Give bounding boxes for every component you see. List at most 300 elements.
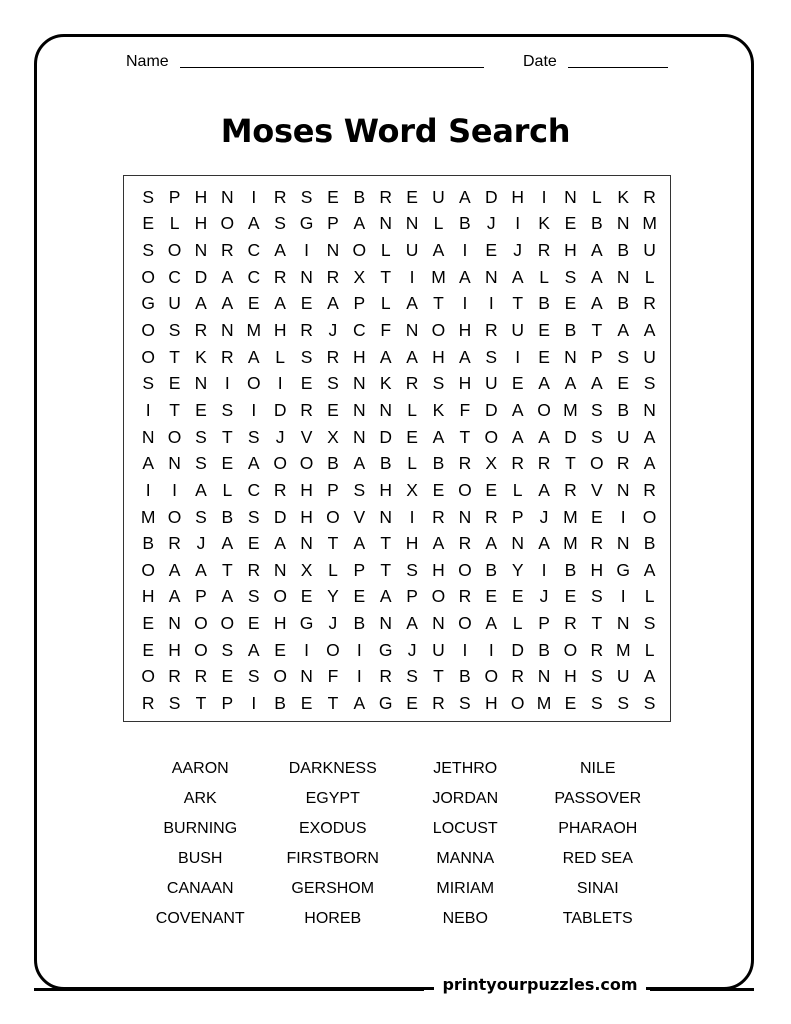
grid-cell[interactable]: A xyxy=(353,533,366,554)
grid-cell[interactable]: B xyxy=(327,453,339,474)
grid-cell[interactable]: S xyxy=(564,266,577,287)
grid-cell[interactable]: A xyxy=(168,586,181,607)
grid-cell[interactable]: L xyxy=(380,240,391,261)
grid-cell[interactable]: E xyxy=(327,399,339,420)
grid-cell[interactable]: N xyxy=(484,266,498,287)
grid-cell[interactable]: N xyxy=(379,399,393,420)
grid-cell[interactable]: O xyxy=(167,506,182,527)
grid-cell[interactable]: K xyxy=(195,346,207,367)
grid-cell[interactable]: E xyxy=(485,240,498,261)
grid-cell[interactable]: R xyxy=(221,240,234,261)
grid-cell[interactable]: T xyxy=(169,346,180,367)
grid-cell[interactable]: O xyxy=(458,613,472,634)
grid-cell[interactable]: O xyxy=(431,586,446,607)
grid-cell[interactable]: D xyxy=(564,426,577,447)
grid-cell[interactable]: A xyxy=(643,559,656,580)
grid-cell[interactable]: S xyxy=(247,666,260,687)
grid-cell[interactable]: R xyxy=(537,453,551,474)
grid-cell[interactable]: S xyxy=(643,373,656,394)
grid-cell[interactable]: V xyxy=(590,479,603,500)
grid-cell[interactable]: A xyxy=(274,240,286,261)
grid-cell[interactable]: P xyxy=(511,506,524,527)
grid-cell[interactable]: I xyxy=(488,293,494,314)
grid-cell[interactable]: N xyxy=(168,613,181,634)
grid-cell[interactable]: B xyxy=(590,213,603,234)
grid-cell[interactable]: E xyxy=(538,346,550,367)
grid-cell[interactable]: L xyxy=(328,559,338,580)
grid-cell[interactable]: R xyxy=(326,346,340,367)
grid-cell[interactable]: U xyxy=(616,426,630,447)
grid-cell[interactable]: I xyxy=(620,586,626,607)
grid-cell[interactable]: H xyxy=(590,559,604,580)
grid-cell[interactable]: R xyxy=(643,479,656,500)
grid-cell[interactable]: R xyxy=(537,240,551,261)
grid-cell[interactable]: O xyxy=(194,613,208,634)
grid-cell[interactable]: T xyxy=(169,399,180,420)
grid-cell[interactable]: L xyxy=(380,293,391,314)
grid-cell[interactable]: B xyxy=(564,559,577,580)
grid-cell[interactable]: R xyxy=(590,533,604,554)
grid-cell[interactable]: I xyxy=(251,186,257,207)
grid-cell[interactable]: A xyxy=(221,266,234,287)
grid-cell[interactable]: U xyxy=(405,240,419,261)
date-field-line[interactable] xyxy=(568,67,668,68)
grid-cell[interactable]: H xyxy=(141,586,155,607)
grid-cell[interactable]: B xyxy=(459,666,471,687)
grid-cell[interactable]: G xyxy=(141,293,155,314)
grid-cell[interactable]: R xyxy=(194,666,208,687)
grid-cell[interactable]: N xyxy=(511,533,524,554)
grid-cell[interactable]: O xyxy=(458,559,472,580)
grid-cell[interactable]: A xyxy=(538,373,550,394)
grid-cell[interactable]: A xyxy=(432,240,445,261)
grid-cell[interactable]: B xyxy=(564,320,577,341)
grid-cell[interactable]: T xyxy=(459,426,471,447)
grid-cell[interactable]: P xyxy=(195,586,207,607)
grid-cell[interactable]: A xyxy=(564,373,577,394)
grid-cell[interactable]: J xyxy=(328,613,338,634)
grid-cell[interactable]: B xyxy=(485,559,498,580)
grid-cell[interactable]: A xyxy=(221,533,234,554)
grid-cell[interactable]: M xyxy=(563,399,578,420)
grid-cell[interactable]: N xyxy=(616,533,630,554)
grid-cell[interactable]: X xyxy=(353,266,366,287)
grid-cell[interactable]: A xyxy=(406,346,418,367)
grid-cell[interactable]: M xyxy=(563,506,578,527)
grid-cell[interactable]: A xyxy=(142,453,155,474)
grid-cell[interactable]: O xyxy=(273,453,287,474)
grid-cell[interactable]: S xyxy=(406,559,418,580)
grid-cell[interactable]: A xyxy=(379,586,392,607)
grid-cell[interactable]: C xyxy=(168,266,181,287)
grid-cell[interactable]: I xyxy=(145,479,151,500)
grid-cell[interactable]: I xyxy=(462,639,468,660)
grid-cell[interactable]: T xyxy=(512,293,524,314)
grid-cell[interactable]: X xyxy=(327,426,339,447)
grid-cell[interactable]: N xyxy=(221,320,234,341)
grid-cell[interactable]: U xyxy=(643,240,656,261)
grid-cell[interactable]: S xyxy=(643,613,656,634)
grid-cell[interactable]: O xyxy=(141,266,155,287)
grid-cell[interactable]: N xyxy=(405,320,419,341)
grid-cell[interactable]: T xyxy=(380,533,392,554)
grid-cell[interactable]: R xyxy=(432,692,445,713)
grid-cell[interactable]: U xyxy=(643,346,656,367)
grid-cell[interactable]: L xyxy=(275,346,286,367)
grid-cell[interactable]: I xyxy=(277,373,283,394)
grid-cell[interactable]: T xyxy=(222,559,233,580)
grid-cell[interactable]: R xyxy=(194,320,208,341)
grid-cell[interactable]: J xyxy=(513,240,523,261)
grid-cell[interactable]: I xyxy=(409,506,415,527)
grid-cell[interactable]: A xyxy=(485,613,498,634)
grid-cell[interactable]: X xyxy=(485,453,498,474)
grid-cell[interactable]: A xyxy=(274,533,286,554)
grid-cell[interactable]: T xyxy=(591,320,603,341)
grid-cell[interactable]: R xyxy=(564,479,577,500)
grid-cell[interactable]: L xyxy=(644,586,655,607)
grid-cell[interactable]: U xyxy=(616,666,630,687)
grid-cell[interactable]: A xyxy=(511,266,524,287)
grid-cell[interactable]: T xyxy=(195,692,207,713)
grid-cell[interactable]: S xyxy=(432,373,445,394)
grid-cell[interactable]: O xyxy=(510,692,525,713)
grid-cell[interactable]: A xyxy=(590,373,603,394)
grid-cell[interactable]: I xyxy=(515,213,521,234)
grid-cell[interactable]: A xyxy=(617,320,630,341)
grid-cell[interactable]: L xyxy=(222,479,233,500)
grid-cell[interactable]: N xyxy=(194,240,208,261)
grid-cell[interactable]: K xyxy=(379,373,392,394)
grid-cell[interactable]: A xyxy=(643,453,656,474)
grid-cell[interactable]: A xyxy=(168,559,181,580)
grid-cell[interactable]: H xyxy=(273,613,287,634)
grid-cell[interactable]: E xyxy=(406,426,418,447)
grid-cell[interactable]: A xyxy=(247,453,260,474)
grid-cell[interactable]: S xyxy=(142,186,155,207)
grid-cell[interactable]: E xyxy=(300,692,313,713)
grid-cell[interactable]: J xyxy=(486,213,496,234)
grid-cell[interactable]: I xyxy=(356,666,362,687)
grid-cell[interactable]: A xyxy=(195,293,207,314)
grid-cell[interactable]: O xyxy=(642,506,657,527)
grid-cell[interactable]: O xyxy=(326,506,340,527)
grid-cell[interactable]: A xyxy=(353,213,366,234)
grid-cell[interactable]: E xyxy=(511,373,524,394)
grid-cell[interactable]: D xyxy=(484,399,498,420)
grid-cell[interactable]: G xyxy=(378,639,393,660)
grid-cell[interactable]: N xyxy=(616,479,630,500)
grid-cell[interactable]: I xyxy=(541,559,547,580)
grid-cell[interactable]: A xyxy=(643,426,656,447)
grid-cell[interactable]: O xyxy=(273,586,287,607)
grid-cell[interactable]: A xyxy=(221,586,234,607)
grid-cell[interactable]: I xyxy=(304,639,309,660)
grid-cell[interactable]: E xyxy=(195,399,207,420)
grid-cell[interactable]: L xyxy=(407,453,417,474)
grid-cell[interactable]: R xyxy=(590,639,604,660)
grid-cell[interactable]: A xyxy=(195,559,207,580)
grid-cell[interactable]: A xyxy=(432,426,445,447)
grid-cell[interactable]: R xyxy=(564,613,577,634)
grid-cell[interactable]: A xyxy=(538,533,550,554)
grid-cell[interactable]: X xyxy=(406,479,418,500)
grid-cell[interactable]: X xyxy=(300,559,313,580)
grid-cell[interactable]: H xyxy=(458,373,472,394)
grid-cell[interactable]: S xyxy=(590,666,603,687)
grid-cell[interactable]: A xyxy=(406,293,418,314)
grid-cell[interactable]: E xyxy=(590,506,603,527)
grid-cell[interactable]: B xyxy=(643,533,656,554)
grid-cell[interactable]: H xyxy=(194,213,208,234)
grid-cell[interactable]: S xyxy=(168,692,181,713)
grid-cell[interactable]: O xyxy=(194,639,208,660)
grid-cell[interactable]: S xyxy=(247,506,260,527)
grid-cell[interactable]: A xyxy=(432,533,445,554)
grid-cell[interactable]: B xyxy=(142,533,155,554)
grid-cell[interactable]: O xyxy=(141,346,155,367)
grid-cell[interactable]: I xyxy=(251,692,257,713)
grid-cell[interactable]: N xyxy=(643,399,656,420)
grid-cell[interactable]: J xyxy=(407,639,417,660)
grid-cell[interactable]: B xyxy=(617,293,630,314)
grid-cell[interactable]: E xyxy=(485,479,498,500)
grid-cell[interactable]: A xyxy=(643,666,656,687)
grid-cell[interactable]: S xyxy=(195,506,207,527)
grid-cell[interactable]: S xyxy=(459,692,471,713)
grid-cell[interactable]: A xyxy=(459,266,471,287)
grid-cell[interactable]: A xyxy=(511,426,524,447)
grid-cell[interactable]: N xyxy=(168,453,181,474)
grid-cell[interactable]: E xyxy=(564,293,577,314)
grid-cell[interactable]: E xyxy=(300,293,313,314)
grid-cell[interactable]: P xyxy=(327,479,339,500)
grid-cell[interactable]: O xyxy=(537,399,551,420)
grid-cell[interactable]: R xyxy=(300,399,313,420)
grid-cell[interactable]: H xyxy=(379,479,393,500)
grid-cell[interactable]: P xyxy=(353,293,366,314)
grid-cell[interactable]: S xyxy=(590,692,603,713)
grid-cell[interactable]: L xyxy=(591,186,602,207)
grid-cell[interactable]: H xyxy=(432,346,445,367)
grid-cell[interactable]: H xyxy=(194,186,208,207)
grid-cell[interactable]: S xyxy=(142,373,155,394)
grid-cell[interactable]: S xyxy=(221,399,234,420)
grid-cell[interactable]: A xyxy=(379,346,392,367)
grid-cell[interactable]: A xyxy=(538,426,550,447)
grid-cell[interactable]: I xyxy=(251,399,257,420)
grid-cell[interactable]: E xyxy=(485,586,498,607)
grid-cell[interactable]: B xyxy=(538,293,550,314)
grid-cell[interactable]: I xyxy=(488,639,494,660)
name-field-line[interactable] xyxy=(180,67,484,68)
grid-cell[interactable]: N xyxy=(300,533,313,554)
grid-cell[interactable]: S xyxy=(274,213,286,234)
grid-cell[interactable]: H xyxy=(511,186,524,207)
grid-cell[interactable]: E xyxy=(142,639,155,660)
grid-cell[interactable]: D xyxy=(511,639,524,660)
grid-cell[interactable]: E xyxy=(564,586,577,607)
grid-cell[interactable]: T xyxy=(327,533,339,554)
grid-cell[interactable]: S xyxy=(247,586,260,607)
grid-cell[interactable]: L xyxy=(169,213,180,234)
grid-cell[interactable]: I xyxy=(541,186,547,207)
grid-cell[interactable]: I xyxy=(304,240,309,261)
grid-cell[interactable]: O xyxy=(484,666,499,687)
grid-cell[interactable]: R xyxy=(168,666,181,687)
grid-cell[interactable]: P xyxy=(590,346,603,367)
grid-cell[interactable]: I xyxy=(515,346,521,367)
grid-cell[interactable]: S xyxy=(590,426,603,447)
grid-cell[interactable]: E xyxy=(300,586,313,607)
grid-cell[interactable]: E xyxy=(168,373,181,394)
grid-cell[interactable]: E xyxy=(432,479,445,500)
grid-cell[interactable]: K xyxy=(538,213,550,234)
grid-cell[interactable]: B xyxy=(353,613,366,634)
grid-cell[interactable]: E xyxy=(247,533,260,554)
grid-cell[interactable]: R xyxy=(511,453,524,474)
grid-cell[interactable]: J xyxy=(539,506,549,527)
grid-cell[interactable]: S xyxy=(221,639,234,660)
grid-cell[interactable]: N xyxy=(273,559,287,580)
grid-cell[interactable]: M xyxy=(536,692,552,713)
grid-cell[interactable]: S xyxy=(300,346,313,367)
grid-cell[interactable]: L xyxy=(644,639,655,660)
grid-cell[interactable]: B xyxy=(459,213,471,234)
grid-cell[interactable]: H xyxy=(484,692,498,713)
grid-cell[interactable]: R xyxy=(616,453,630,474)
grid-cell[interactable]: B xyxy=(353,186,366,207)
grid-cell[interactable]: N xyxy=(300,666,313,687)
grid-cell[interactable]: S xyxy=(195,453,207,474)
grid-cell[interactable]: I xyxy=(409,266,415,287)
grid-cell[interactable]: R xyxy=(379,186,393,207)
grid-cell[interactable]: N xyxy=(353,373,366,394)
grid-cell[interactable]: V xyxy=(353,506,366,527)
grid-cell[interactable]: E xyxy=(142,213,155,234)
grid-cell[interactable]: Y xyxy=(327,586,339,607)
grid-cell[interactable]: E xyxy=(353,586,366,607)
grid-cell[interactable]: T xyxy=(591,613,603,634)
grid-cell[interactable]: S xyxy=(406,666,418,687)
grid-cell[interactable]: L xyxy=(407,399,417,420)
grid-cell[interactable]: F xyxy=(380,320,392,341)
grid-cell[interactable]: P xyxy=(221,692,234,713)
grid-cell[interactable]: I xyxy=(172,479,178,500)
grid-cell[interactable]: R xyxy=(273,186,287,207)
grid-cell[interactable]: R xyxy=(432,506,445,527)
grid-cell[interactable]: H xyxy=(273,320,287,341)
grid-cell[interactable]: L xyxy=(512,479,523,500)
grid-cell[interactable]: D xyxy=(273,506,287,527)
grid-cell[interactable]: N xyxy=(432,613,445,634)
grid-cell[interactable]: E xyxy=(511,586,524,607)
grid-cell[interactable]: S xyxy=(617,692,630,713)
grid-cell[interactable]: E xyxy=(538,320,550,341)
grid-cell[interactable]: A xyxy=(353,453,366,474)
grid-cell[interactable]: T xyxy=(327,692,339,713)
grid-cell[interactable]: O xyxy=(220,213,235,234)
grid-cell[interactable]: O xyxy=(484,426,499,447)
grid-cell[interactable]: E xyxy=(274,639,286,660)
grid-cell[interactable]: A xyxy=(247,639,260,660)
grid-cell[interactable]: J xyxy=(539,586,549,607)
grid-cell[interactable]: J xyxy=(328,320,338,341)
grid-cell[interactable]: U xyxy=(432,186,445,207)
grid-cell[interactable]: O xyxy=(141,559,155,580)
grid-cell[interactable]: S xyxy=(300,186,313,207)
grid-cell[interactable]: R xyxy=(643,186,656,207)
grid-cell[interactable]: N xyxy=(405,213,419,234)
grid-cell[interactable]: T xyxy=(380,559,392,580)
grid-cell[interactable]: C xyxy=(353,320,366,341)
grid-cell[interactable]: H xyxy=(353,346,366,367)
grid-cell[interactable]: S xyxy=(327,373,339,394)
grid-cell[interactable]: S xyxy=(643,692,656,713)
grid-cell[interactable]: R xyxy=(247,559,261,580)
grid-cell[interactable]: A xyxy=(247,346,260,367)
grid-cell[interactable]: I xyxy=(356,639,362,660)
grid-cell[interactable]: P xyxy=(168,186,181,207)
grid-cell[interactable]: O xyxy=(299,453,314,474)
grid-cell[interactable]: O xyxy=(563,639,578,660)
grid-cell[interactable]: I xyxy=(224,373,230,394)
grid-cell[interactable]: R xyxy=(273,479,287,500)
grid-cell[interactable]: V xyxy=(300,426,313,447)
grid-cell[interactable]: T xyxy=(433,293,444,314)
grid-cell[interactable]: R xyxy=(458,453,472,474)
grid-cell[interactable]: U xyxy=(484,373,498,394)
grid-cell[interactable]: R xyxy=(379,666,393,687)
grid-cell[interactable]: M xyxy=(431,266,446,287)
grid-cell[interactable]: O xyxy=(326,639,340,660)
grid-cell[interactable]: S xyxy=(142,240,155,261)
grid-cell[interactable]: C xyxy=(247,266,261,287)
grid-cell[interactable]: A xyxy=(643,320,656,341)
grid-cell[interactable]: R xyxy=(300,320,313,341)
grid-cell[interactable]: E xyxy=(564,213,577,234)
grid-cell[interactable]: S xyxy=(590,586,603,607)
grid-cell[interactable]: N xyxy=(194,373,208,394)
grid-cell[interactable]: E xyxy=(327,186,339,207)
grid-cell[interactable]: T xyxy=(433,666,444,687)
grid-cell[interactable]: L xyxy=(644,266,655,287)
grid-cell[interactable]: R xyxy=(484,506,498,527)
grid-cell[interactable]: A xyxy=(327,293,339,314)
grid-cell[interactable]: A xyxy=(511,399,524,420)
grid-cell[interactable]: G xyxy=(616,559,631,580)
grid-cell[interactable]: E xyxy=(406,186,418,207)
grid-cell[interactable]: O xyxy=(141,666,155,687)
grid-cell[interactable]: H xyxy=(432,559,445,580)
grid-cell[interactable]: B xyxy=(221,506,234,527)
grid-cell[interactable]: E xyxy=(617,373,630,394)
grid-cell[interactable]: M xyxy=(140,506,156,527)
grid-cell[interactable]: Y xyxy=(511,559,524,580)
grid-cell[interactable]: K xyxy=(617,186,630,207)
grid-cell[interactable]: H xyxy=(405,533,419,554)
grid-cell[interactable]: A xyxy=(221,293,234,314)
grid-cell[interactable]: A xyxy=(353,692,366,713)
grid-cell[interactable]: N xyxy=(458,506,472,527)
grid-cell[interactable]: E xyxy=(142,613,155,634)
grid-cell[interactable]: G xyxy=(299,613,314,634)
grid-cell[interactable]: U xyxy=(168,293,181,314)
grid-cell[interactable]: G xyxy=(378,692,393,713)
grid-cell[interactable]: N xyxy=(616,266,630,287)
grid-cell[interactable]: M xyxy=(642,213,657,234)
grid-cell[interactable]: B xyxy=(379,453,392,474)
